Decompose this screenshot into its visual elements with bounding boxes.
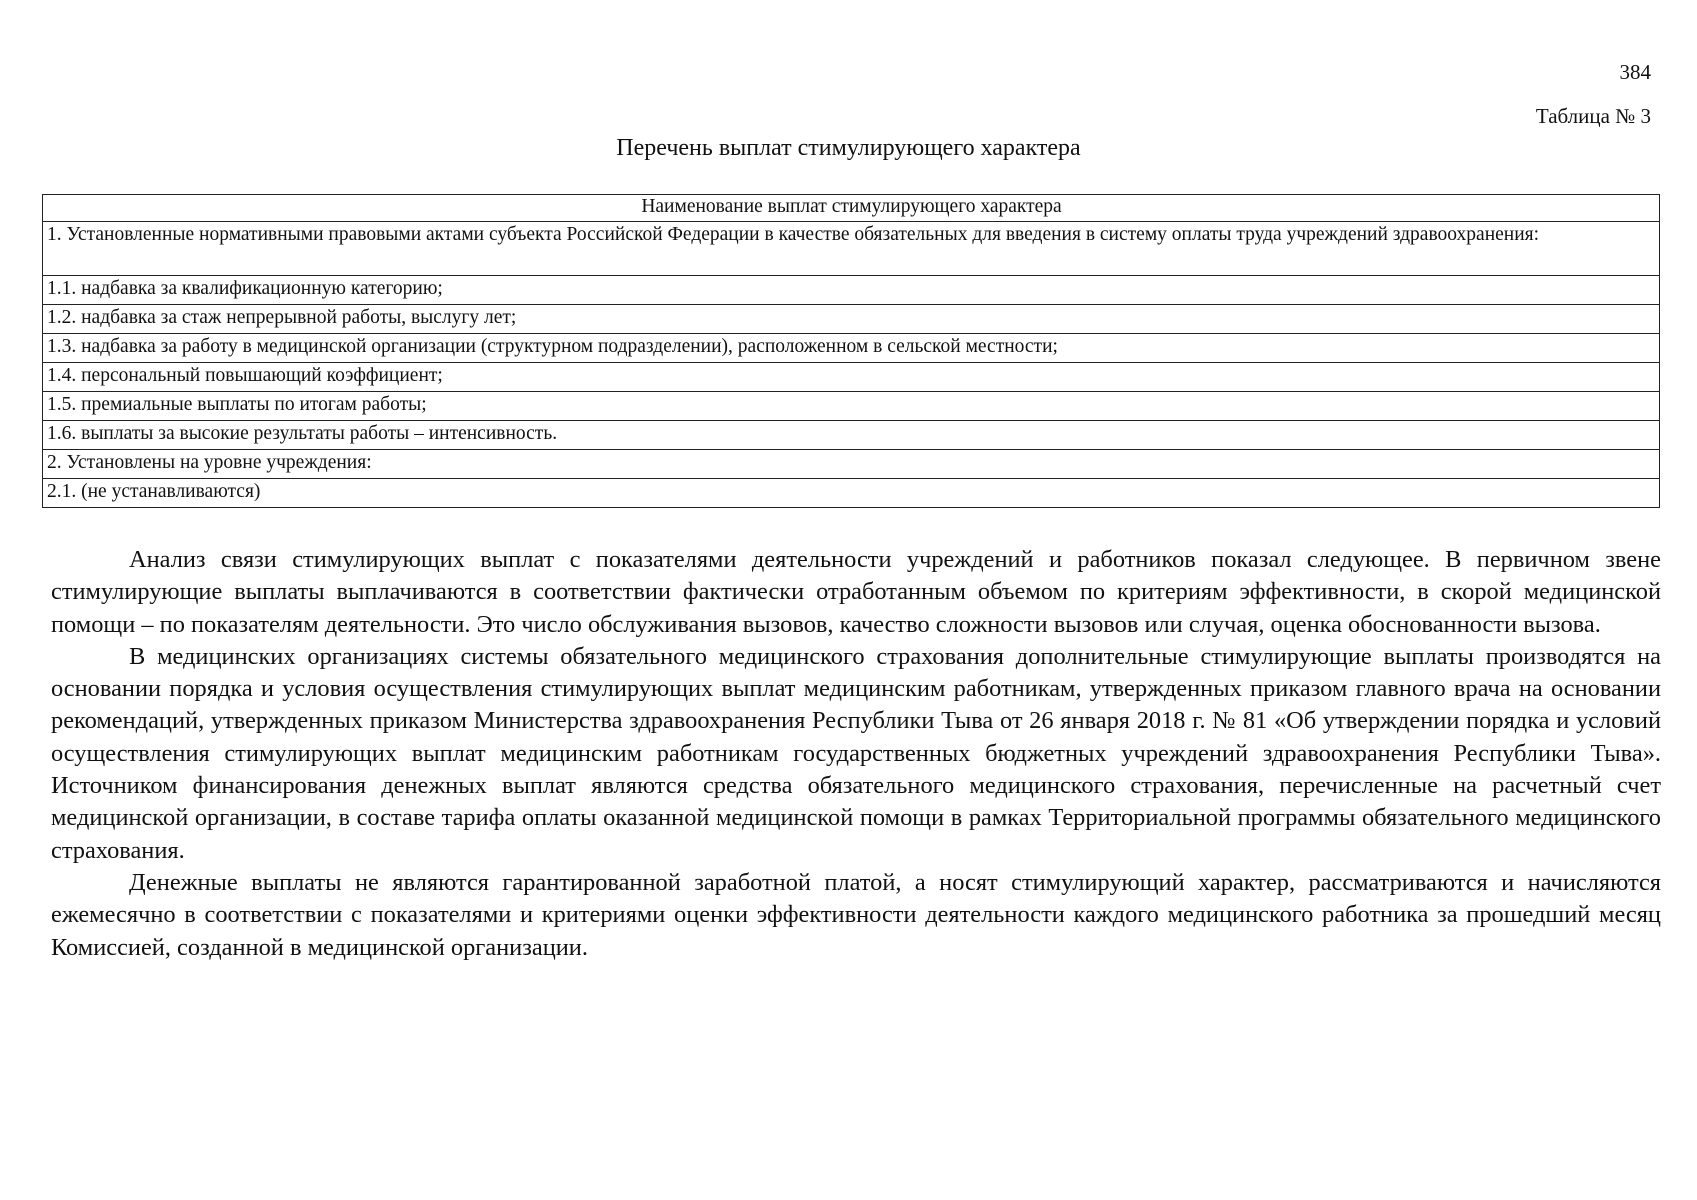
page-number: 384 [1619, 60, 1651, 84]
table-row [43, 305, 1660, 334]
table-row [43, 450, 1660, 479]
table-row [43, 222, 1660, 276]
payments-table [42, 194, 1660, 508]
table-cell: 1.3. надбавка за работу в медицинской организации (структурном подразделении), расположенном в сельской местности; [43, 334, 1660, 363]
table-cell: 1.4. персональный повышающий коэффициент; [43, 363, 1660, 392]
paragraph: В медицинских организациях системы обязательного медицинского страхования дополнительные стимулирующие выплаты производятся на основании порядка и условия осуществления стимулирующих выплат медицинским работникам, утвержденных приказом главного врача на основании рекомендаций, утвержденных приказом Министерства здравоохранения Республики Тыва от 26 января 2018 г. № 81 «Об утверждении порядка и условий осуществления стимулирующих выплат медицинским работникам государственных бюджетных учреждений здравоохранения Республики Тыва». Источником финансирования денежных выплат являются средства обязательного медицинского страхования, перечисленные на расчетный счет медицинской организации, в составе тарифа оплаты оказанной медицинской помощи в рамках Территориальной программы обязательного медицинского страхования. [51, 642, 1661, 864]
table-cell: 1.6. выплаты за высокие результаты работы – интенсивность. [43, 421, 1660, 450]
page-title: Перечень выплат стимулирующего характера [616, 135, 1081, 161]
table-label: Таблица № 3 [1535, 104, 1651, 128]
table-cell: 1. Установленные нормативными правовыми актами субъекта Российской Федерации в качестве обязательных для введения в систему оплаты труда учреждений здравоохранения: [43, 222, 1660, 276]
table-cell: 1.1. надбавка за квалификационную категорию; [43, 276, 1660, 305]
table-row [43, 334, 1660, 363]
table-cell: 1.5. премиальные выплаты по итогам работы; [43, 392, 1660, 421]
table-row [43, 276, 1660, 305]
table-header-cell: Наименование выплат стимулирующего характера [43, 195, 1660, 222]
table-row [43, 392, 1660, 421]
table-cell: 1.2. надбавка за стаж непрерывной работы, выслугу лет; [43, 305, 1660, 334]
table-row [43, 363, 1660, 392]
table-row [43, 421, 1660, 450]
table-row [43, 479, 1660, 508]
table-cell: 2. Установлены на уровне учреждения: [43, 450, 1660, 479]
table-header-row [43, 195, 1660, 222]
paragraph: Денежные выплаты не являются гарантированной заработной платой, а носят стимулирующий характер, рассматриваются и начисляются ежемесячно в соответствии с показателями и критериями оценки эффективности деятельности каждого медицинского работника за прошедший месяц Комиссией, созданной в медицинской организации. [51, 868, 1661, 961]
table-cell: 2.1. (не устанавливаются) [43, 479, 1660, 508]
paragraph: Анализ связи стимулирующих выплат с показателями деятельности учреждений и работников показал следующее. В первичном звене стимулирующие выплаты выплачиваются в соответствии фактически отработанным объемом по критериям эффективности, в скорой медицинской помощи – по показателям деятельности. Это число обслуживания вызовов, качество сложности вызовов или случая, оценка обоснованности вызова. [51, 546, 1661, 638]
body-text [51, 544, 1661, 964]
